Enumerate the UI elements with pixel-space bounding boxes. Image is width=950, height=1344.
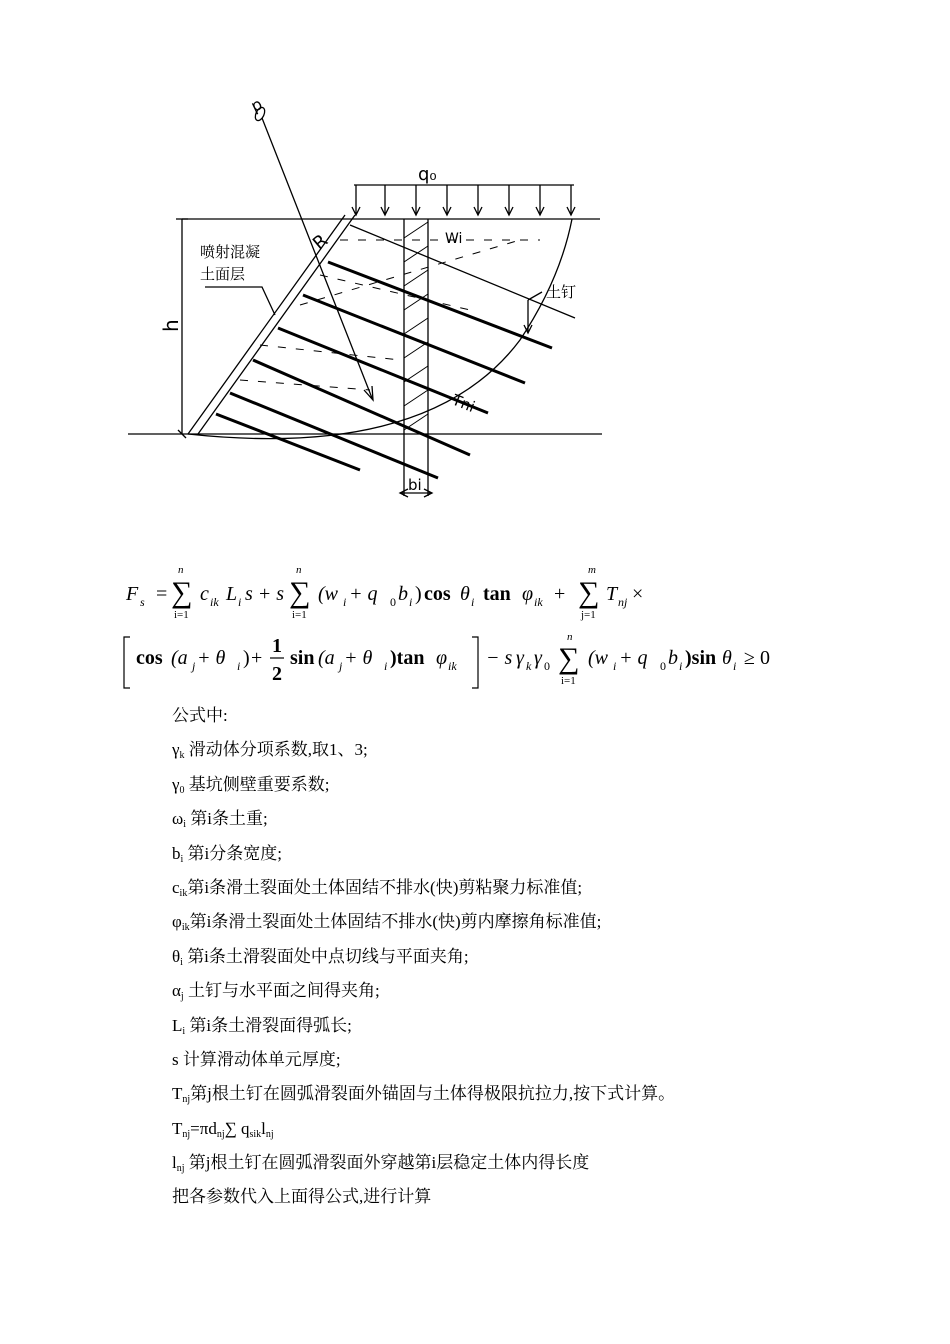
theta-sub-2b: i xyxy=(733,659,737,673)
legend-item: $\omega_i$ 第i条土重; xyxy=(172,809,268,831)
label-soil-nail: 土钉 xyxy=(546,283,577,301)
q-sub-2: 0 xyxy=(660,659,666,673)
plus-sign: + xyxy=(554,583,566,605)
paren-open: (w xyxy=(318,583,338,605)
a-sub-1: j xyxy=(192,659,196,673)
frac-den: 2 xyxy=(272,663,282,685)
sum2-bot: i=1 xyxy=(292,609,307,621)
sum3-bot: j=1 xyxy=(581,609,596,621)
label-bi: bi xyxy=(408,476,422,494)
label-spray-layer-2: 土面层 xyxy=(200,265,246,283)
plus-sign-2: + xyxy=(251,647,263,669)
phi-sub: ik xyxy=(534,595,543,609)
gamma-k-sub: k xyxy=(526,659,532,673)
t-term: T xyxy=(606,583,618,605)
plus-theta-2: + θ xyxy=(344,647,373,669)
lnj-item: $l_{nj}$ 第j根土钉在圆弧滑裂面外穿越第i层稳定土体内得长度 xyxy=(172,1153,590,1175)
fs-sub: s xyxy=(140,595,145,609)
label-wi: Wi xyxy=(445,231,463,247)
w-sub-2: i xyxy=(613,659,617,673)
legend-item: $\gamma_0$ 基坑侧壁重要系数; xyxy=(172,774,330,796)
theta-sub-1: i xyxy=(237,659,241,673)
theta: θ xyxy=(460,583,470,605)
cos-fn-2: cos xyxy=(136,647,163,669)
legend-item: $b_i$ 第i分条宽度; xyxy=(172,843,282,865)
label-p: p xyxy=(247,94,266,116)
c-sub: ik xyxy=(210,595,219,609)
l-term: L xyxy=(226,583,238,605)
c-term: c xyxy=(200,583,209,605)
arg1-close: ) xyxy=(243,647,250,669)
b-sub: i xyxy=(409,595,413,609)
legend-item: $L_i$ 第i条土滑裂面得弧长; xyxy=(172,1015,352,1037)
phi-2: φ xyxy=(436,647,448,669)
legend-item: $\theta_i$ 第i条土滑裂面处中点切线与平面夹角; xyxy=(172,946,469,968)
label-r: R xyxy=(308,230,333,255)
legend-item: $\varphi_{ik}$第i条滑土裂面处土体固结不排水(快)剪内摩擦角标准值; xyxy=(172,912,602,934)
bracket-left xyxy=(124,637,130,688)
sum1-sign: ∑ xyxy=(171,576,193,609)
sin-fn: sin xyxy=(290,647,315,669)
s-terms: s + s xyxy=(245,583,285,605)
paren-close: ) xyxy=(415,583,422,605)
tnj-formula: $T_{nj}=\pi d_{nj}\sum$ $q_{sik}l_{nj}$ xyxy=(172,1118,274,1140)
cos-fn: cos xyxy=(424,583,451,605)
w-sub: i xyxy=(343,595,347,609)
plus-q: + q xyxy=(349,583,378,605)
sum3-sign: ∑ xyxy=(578,576,600,609)
sum4-sign: ∑ xyxy=(558,642,580,675)
sum2-sign: ∑ xyxy=(289,576,311,609)
stability-formula xyxy=(118,560,818,695)
legend-item: s 计算滑动体单元厚度; xyxy=(172,1049,341,1069)
sum3-top: m xyxy=(588,564,596,576)
a-sub-2: j xyxy=(339,659,343,673)
soil-nails xyxy=(216,262,552,478)
l-sub: i xyxy=(238,595,242,609)
gamma-0-sub: 0 xyxy=(544,659,550,673)
paren-open-2: (w xyxy=(588,647,608,669)
spray-layer-leader xyxy=(205,287,275,315)
gamma-0: γ xyxy=(534,647,542,669)
legend-intro: 公式中: xyxy=(172,706,228,725)
tan-fn: tan xyxy=(483,583,511,605)
b-term: b xyxy=(398,583,408,605)
sum1-top: n xyxy=(178,564,184,576)
arg2-open: (a xyxy=(318,647,335,669)
b-sub-2: i xyxy=(679,659,683,673)
equals-sign: = xyxy=(156,583,168,605)
label-h: h xyxy=(159,319,183,332)
b-term-2: b xyxy=(668,647,678,669)
label-tni: Tni xyxy=(449,390,478,417)
sum2-top: n xyxy=(296,564,302,576)
plus-q-2: + q xyxy=(619,647,648,669)
theta-sub-2: i xyxy=(384,659,388,673)
paren-close-sin: )sin xyxy=(685,647,717,669)
radius-line xyxy=(262,118,372,398)
legend-closing: 把各参数代入上面得公式,进行计算 xyxy=(172,1187,432,1207)
legend-item: $\gamma_k$ 滑动体分项系数,取1、3; xyxy=(172,740,368,762)
phi-sub-2: ik xyxy=(448,659,457,673)
plus-theta-1: + θ xyxy=(197,647,226,669)
frac-num: 1 xyxy=(272,635,282,657)
fs-symbol: F xyxy=(126,583,139,605)
label-spray-layer-1: 喷射混凝 xyxy=(200,243,261,261)
ge-zero: ≥ 0 xyxy=(744,647,770,669)
slice-hatching xyxy=(404,222,428,430)
arg1-open: (a xyxy=(171,647,188,669)
legend-item: $c_{ik}$第i条滑土裂面处土体固结不排水(快)剪粘聚力标准值; xyxy=(172,877,583,899)
arg2-close-tan: )tan xyxy=(390,647,425,669)
sum4-top: n xyxy=(567,631,573,643)
soil-nail-diagram xyxy=(0,0,950,530)
times-sign: × xyxy=(632,583,644,605)
label-q0: q₀ xyxy=(418,164,437,185)
theta-2: θ xyxy=(722,647,732,669)
legend-item: $\alpha_j$ 土钉与水平面之间得夹角; xyxy=(172,981,380,1003)
surcharge-arrows xyxy=(352,185,575,215)
phi: φ xyxy=(522,583,534,605)
minus-s: − s xyxy=(486,647,513,669)
q-sub: 0 xyxy=(390,595,396,609)
t-sub: nj xyxy=(618,595,628,609)
legend-item: $T_{nj}$第j根土钉在圆弧滑裂面外锚固与土体得极限抗拉力,按下式计算。 xyxy=(172,1084,676,1106)
parameter-legend xyxy=(172,704,892,1220)
bracket-right xyxy=(472,637,478,688)
gamma-k: γ xyxy=(516,647,524,669)
theta-sub: i xyxy=(471,595,475,609)
soil-nail-leader xyxy=(528,292,542,300)
sum4-bot: i=1 xyxy=(561,675,576,687)
sum1-bot: i=1 xyxy=(174,609,189,621)
